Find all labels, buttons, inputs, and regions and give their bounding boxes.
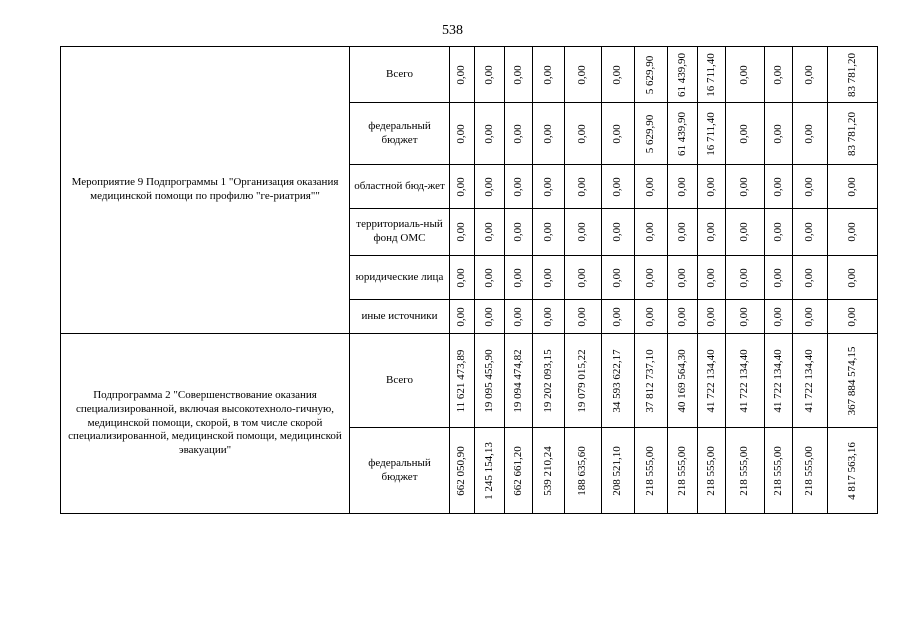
value-text: 19 094 474,82 [511, 348, 524, 413]
value-cell [793, 428, 828, 514]
value-text: 0,00 [845, 222, 858, 242]
value-cell [602, 209, 635, 256]
value-cell [505, 334, 533, 428]
value-text: 0,00 [738, 222, 751, 242]
value-cell [668, 209, 698, 256]
value-text: 0,00 [541, 123, 554, 144]
value-text: 0,00 [511, 123, 524, 144]
value-cell [505, 300, 533, 334]
value-cell [533, 256, 565, 300]
value-cell [668, 165, 698, 209]
value-text: 0,00 [541, 222, 554, 242]
value-cell [828, 209, 878, 256]
funding-source: областной бюд-жет [350, 165, 450, 209]
value-cell [765, 334, 793, 428]
value-cell [726, 47, 765, 103]
value-cell [475, 300, 505, 334]
value-cell [565, 165, 602, 209]
value-cell [635, 47, 668, 103]
value-text: 662 661,20 [511, 445, 524, 496]
value-cell [565, 209, 602, 256]
value-text: 37 812 737,10 [644, 348, 657, 413]
value-text: 0,00 [482, 176, 495, 197]
value-cell [475, 256, 505, 300]
value-text: 34 593 622,17 [611, 348, 624, 413]
value-text: 41 722 134,40 [738, 348, 751, 413]
value-text: 0,00 [455, 176, 468, 197]
budget-table [60, 46, 878, 514]
value-cell [450, 47, 475, 103]
value-text: 0,00 [675, 267, 688, 288]
funding-source: Всего [350, 334, 450, 428]
value-text: 19 202 093,15 [541, 348, 554, 413]
value-text: 0,00 [482, 64, 495, 85]
value-cell [828, 47, 878, 103]
value-text: 5 629,90 [644, 114, 657, 153]
value-cell [793, 209, 828, 256]
value-cell [765, 256, 793, 300]
value-cell [698, 300, 726, 334]
value-text: 19 095 455,90 [482, 348, 495, 413]
value-text: 0,00 [541, 64, 554, 85]
value-cell [533, 209, 565, 256]
value-text: 0,00 [803, 306, 816, 327]
value-text: 0,00 [738, 267, 751, 288]
value-text: 218 555,00 [803, 445, 816, 496]
value-cell [698, 428, 726, 514]
value-cell [533, 47, 565, 103]
value-cell [668, 256, 698, 300]
funding-source: федеральный бюджет [350, 103, 450, 165]
value-cell [602, 47, 635, 103]
value-cell [475, 47, 505, 103]
value-cell [698, 334, 726, 428]
value-text: 0,00 [576, 64, 589, 85]
value-cell [602, 165, 635, 209]
value-text: 4 817 563,16 [845, 441, 858, 500]
value-cell [698, 103, 726, 165]
funding-source: иные источники [350, 300, 450, 334]
funding-source: территориаль-ный фонд ОМС [350, 209, 450, 256]
value-cell [602, 103, 635, 165]
value-cell [698, 165, 726, 209]
value-cell [668, 300, 698, 334]
value-cell [793, 300, 828, 334]
value-text: 0,00 [541, 267, 554, 288]
value-text: 0,00 [675, 176, 688, 197]
value-cell [635, 334, 668, 428]
value-text: 0,00 [803, 64, 816, 85]
table-row [61, 47, 878, 103]
value-cell [450, 256, 475, 300]
value-text: 0,00 [803, 222, 816, 242]
event-title: Подпрограмма 2 "Совершенствование оказания специализированной, включая высокотехноло-гичную, медицинской помощи, скорой, в том числе скорой специализированной, медицинской помощи, медицинской эвакуации" [61, 334, 350, 514]
value-cell [505, 47, 533, 103]
value-cell [635, 165, 668, 209]
value-text: 0,00 [845, 306, 858, 327]
value-cell [668, 47, 698, 103]
value-cell [726, 209, 765, 256]
value-cell [450, 334, 475, 428]
value-cell [533, 300, 565, 334]
value-cell [450, 165, 475, 209]
value-cell [765, 165, 793, 209]
event-title: Мероприятие 9 Подпрограммы 1 "Организация оказания медицинской помощи по профилю "ге-риатрия"" [61, 47, 350, 334]
value-cell [635, 300, 668, 334]
value-text: 5 629,90 [644, 55, 657, 94]
value-text: 218 555,00 [738, 445, 751, 496]
page-number: 538 [442, 23, 463, 38]
value-cell [765, 209, 793, 256]
value-text: 0,00 [455, 64, 468, 85]
value-cell [698, 256, 726, 300]
value-cell [565, 300, 602, 334]
value-cell [533, 165, 565, 209]
value-text: 0,00 [845, 176, 858, 197]
value-text: 367 884 574,15 [845, 346, 858, 415]
value-text: 0,00 [704, 267, 717, 288]
value-cell [793, 47, 828, 103]
value-text: 0,00 [704, 222, 717, 242]
value-text: 61 439,90 [675, 111, 688, 156]
value-text: 0,00 [482, 306, 495, 327]
value-cell [765, 47, 793, 103]
value-text: 0,00 [845, 267, 858, 288]
value-cell [726, 428, 765, 514]
value-text: 0,00 [803, 123, 816, 144]
value-text: 0,00 [704, 176, 717, 197]
value-text: 0,00 [771, 176, 784, 197]
value-text: 41 722 134,40 [803, 348, 816, 413]
value-cell [565, 47, 602, 103]
value-text: 0,00 [541, 306, 554, 327]
value-text: 61 439,90 [675, 52, 688, 97]
value-text: 0,00 [738, 306, 751, 327]
value-cell [505, 428, 533, 514]
value-cell [450, 300, 475, 334]
value-cell [505, 165, 533, 209]
value-text: 0,00 [675, 306, 688, 327]
value-text: 19 079 015,22 [576, 348, 589, 413]
value-text: 0,00 [803, 176, 816, 197]
value-text: 16 711,40 [704, 111, 717, 156]
value-text: 0,00 [482, 267, 495, 288]
value-text: 0,00 [576, 267, 589, 288]
value-text: 0,00 [455, 222, 468, 242]
value-text: 0,00 [482, 123, 495, 144]
value-cell [668, 428, 698, 514]
value-text: 662 050,90 [455, 445, 468, 496]
value-cell [726, 300, 765, 334]
value-text: 218 555,00 [771, 445, 784, 496]
value-cell [726, 256, 765, 300]
value-text: 188 635,60 [576, 445, 589, 496]
value-cell [475, 165, 505, 209]
value-cell [450, 103, 475, 165]
value-text: 0,00 [511, 267, 524, 288]
value-cell [635, 428, 668, 514]
value-text: 0,00 [455, 306, 468, 327]
funding-source: юридические лица [350, 256, 450, 300]
value-cell [475, 428, 505, 514]
value-text: 41 722 134,40 [771, 348, 784, 413]
value-cell [450, 209, 475, 256]
value-cell [602, 428, 635, 514]
value-cell [505, 103, 533, 165]
value-text: 1 245 154,13 [482, 441, 495, 500]
value-text: 0,00 [771, 123, 784, 144]
funding-source: федеральный бюджет [350, 428, 450, 514]
value-text: 0,00 [455, 267, 468, 288]
value-text: 0,00 [611, 222, 624, 242]
value-cell [828, 256, 878, 300]
funding-source: Всего [350, 47, 450, 103]
value-cell [765, 103, 793, 165]
value-cell [765, 428, 793, 514]
value-cell [698, 47, 726, 103]
value-cell [475, 209, 505, 256]
value-text: 0,00 [738, 176, 751, 197]
value-cell [828, 165, 878, 209]
value-text: 208 521,10 [611, 445, 624, 496]
value-cell [505, 256, 533, 300]
value-text: 11 621 473,89 [455, 349, 468, 412]
value-text: 0,00 [541, 176, 554, 197]
value-text: 0,00 [644, 306, 657, 327]
table-row [61, 334, 878, 428]
value-text: 218 555,00 [675, 445, 688, 496]
value-cell [793, 165, 828, 209]
value-text: 0,00 [511, 306, 524, 327]
value-cell [635, 103, 668, 165]
value-cell [565, 334, 602, 428]
value-text: 0,00 [611, 306, 624, 327]
value-text: 0,00 [576, 123, 589, 144]
value-text: 41 722 134,40 [704, 348, 717, 413]
value-cell [828, 300, 878, 334]
value-text: 0,00 [511, 176, 524, 197]
value-cell [765, 300, 793, 334]
value-cell [828, 103, 878, 165]
value-cell [726, 165, 765, 209]
value-text: 218 555,00 [644, 445, 657, 496]
value-text: 0,00 [644, 222, 657, 242]
value-cell [726, 334, 765, 428]
value-text: 0,00 [675, 222, 688, 242]
value-cell [565, 428, 602, 514]
value-cell [698, 209, 726, 256]
value-cell [668, 103, 698, 165]
value-text: 0,00 [511, 64, 524, 85]
value-cell [602, 300, 635, 334]
value-text: 0,00 [576, 306, 589, 327]
value-text: 16 711,40 [704, 52, 717, 97]
value-text: 40 169 564,30 [675, 348, 688, 413]
value-text: 0,00 [771, 222, 784, 242]
value-text: 0,00 [738, 123, 751, 144]
value-cell [602, 256, 635, 300]
value-text: 0,00 [576, 176, 589, 197]
value-cell [793, 256, 828, 300]
value-text: 0,00 [771, 64, 784, 85]
value-text: 0,00 [576, 222, 589, 242]
value-text: 218 555,00 [704, 445, 717, 496]
value-cell [828, 428, 878, 514]
value-text: 0,00 [644, 176, 657, 197]
value-text: 0,00 [611, 176, 624, 197]
value-cell [565, 103, 602, 165]
value-text: 0,00 [511, 222, 524, 242]
value-text: 0,00 [738, 64, 751, 85]
value-cell [475, 103, 505, 165]
value-cell [726, 103, 765, 165]
value-text: 0,00 [611, 123, 624, 144]
value-cell [668, 334, 698, 428]
value-text: 539 210,24 [541, 445, 554, 496]
value-text: 83 781,20 [845, 111, 858, 156]
value-cell [793, 103, 828, 165]
value-cell [635, 256, 668, 300]
value-text: 83 781,20 [845, 52, 858, 97]
value-text: 0,00 [611, 64, 624, 85]
value-text: 0,00 [482, 222, 495, 242]
value-cell [635, 209, 668, 256]
value-cell [475, 334, 505, 428]
value-cell [533, 103, 565, 165]
value-text: 0,00 [803, 267, 816, 288]
value-cell [602, 334, 635, 428]
value-text: 0,00 [771, 306, 784, 327]
value-text: 0,00 [455, 123, 468, 144]
value-cell [533, 428, 565, 514]
value-text: 0,00 [644, 267, 657, 288]
value-cell [450, 428, 475, 514]
value-text: 0,00 [771, 267, 784, 288]
value-cell [505, 209, 533, 256]
value-text: 0,00 [704, 306, 717, 327]
value-cell [793, 334, 828, 428]
value-text: 0,00 [611, 267, 624, 288]
value-cell [533, 334, 565, 428]
value-cell [828, 334, 878, 428]
value-cell [565, 256, 602, 300]
